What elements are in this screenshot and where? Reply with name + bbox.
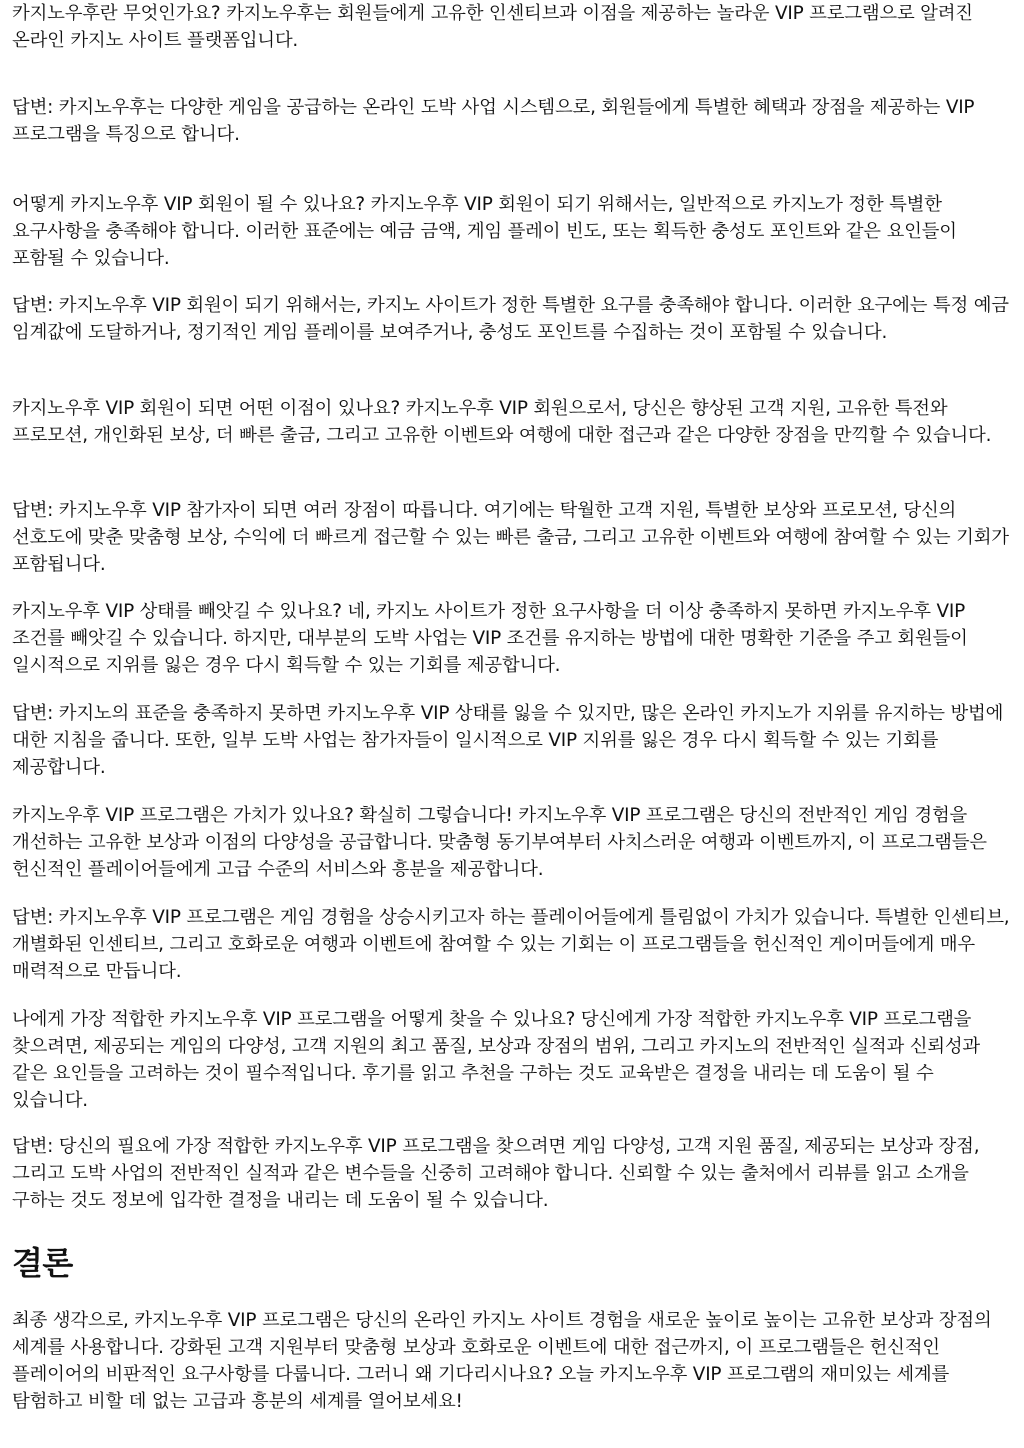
paragraph-answer-how-to-join: 답변: 카지노우후 VIP 회원이 되기 위해서는, 카지노 사이트가 정한 특별한 요구를 충족해야 합니다. 이러한 요구에는 특정 예금 임계값에 도달하거나, 정기적인 게임 플레이를 보여주거나, 충성도 포인트를 수집하는 것이 포함될 수 있습니다.	[12, 295, 1009, 343]
paragraph-answer-benefits: 답변: 카지노우후 VIP 참가자이 되면 여러 장점이 따릅니다. 여기에는 탁월한 고객 지원, 특별한 보상와 프로모션, 당신의 선호도에 맞춘 맞춤형 보상, 수익에 더 빠르게 접근할 수 있는 빠른 출금, 그리고 고유한 이벤트와 여행에 참여할 수 있는 기회가 포함됩니다.	[12, 500, 1009, 575]
paragraph-benefits: 카지노우후 VIP 회원이 되면 어떤 이점이 있나요? 카지노우후 VIP 회원으로서, 당신은 향상된 고객 지원, 고유한 특전와 프로모션, 개인화된 보상, 더 빠른 출금, 그리고 고유한 이벤트와 여행에 대한 접근과 같은 다양한 장점을 만끽할 수 있습니다.	[12, 398, 992, 446]
paragraph-answer-find-best: 답변: 당신의 필요에 가장 적합한 카지노우후 VIP 프로그램을 찾으려면 게임 다양성, 고객 지원 품질, 제공되는 보상과 장점, 그리고 도박 사업의 전반적인 실적과 같은 변수들을 신중히 고려해야 합니다. 신뢰할 수 있는 출처에서 리뷰를 읽고 소개을 구하는 것도 정보에 입각한 결정을 내리는 데 도움이 될 수 있습니다.	[12, 1136, 980, 1211]
conclusion-heading: 결론	[12, 1244, 73, 1282]
paragraph-answer-worth-it: 답변: 카지노우후 VIP 프로그램은 게임 경험을 상승시키고자 하는 플레이어들에게 틀림없이 가치가 있습니다. 특별한 인센티브, 개별화된 인센티브, 그리고 호화로운 여행과 이벤트에 참여할 수 있는 기회는 이 프로그램들을 헌신적인 게이머들에게 매우 매력적으로 만듭니다.	[12, 907, 1010, 982]
paragraph-worth-it: 카지노우후 VIP 프로그램은 가치가 있나요? 확실히 그렇습니다! 카지노우후 VIP 프로그램은 당신의 전반적인 게임 경험을 개선하는 고유한 보상과 이점의 다양성을 공급합니다. 맞춤형 동기부여부터 사치스러운 여행과 이벤트까지, 이 프로그램들은 헌신적인 플레이어들에게 고급 수준의 서비스와 흥분을 제공합니다.	[12, 805, 987, 880]
paragraph-lose-status: 카지노우후 VIP 상태를 빼앗길 수 있나요? 네, 카지노 사이트가 정한 요구사항을 더 이상 충족하지 못하면 카지노우후 VIP 조건를 빼앗길 수 있습니다. 하지만, 대부분의 도박 사업는 VIP 조건를 유지하는 방법에 대한 명확한 기준을 주고 회원들이 일시적으로 지위를 잃은 경우 다시 획득할 수 있는 기회를 제공합니다.	[12, 601, 968, 676]
paragraph-how-to-join: 어떻게 카지노우후 VIP 회원이 될 수 있나요? 카지노우후 VIP 회원이 되기 위해서는, 일반적으로 카지노가 정한 특별한 요구사항을 충족해야 합니다. 이러한 표준에는 예금 금액, 게임 플레이 빈도, 또는 획득한 충성도 포인트와 같은 요인들이 포함될 수 있습니다.	[12, 194, 957, 269]
paragraph-find-best: 나에게 가장 적합한 카지노우후 VIP 프로그램을 어떻게 찾을 수 있나요? 당신에게 가장 적합한 카지노우후 VIP 프로그램을 찾으려면, 제공되는 게임의 다양성, 고객 지원의 최고 품질, 보상과 장점의 범위, 그리고 카지노의 전반적인 실적과 신뢰성과 같은 요인들을 고려하는 것이 필수적입니다. 후기를 읽고 추천을 구하는 것도 교육받은 결정을 내리는 데 도움이 될 수 있습니다.	[12, 1009, 980, 1111]
paragraph-answer-what-is: 답변: 카지노우후는 다양한 게임을 공급하는 온라인 도박 사업 시스템으로, 회원들에게 특별한 혜택과 장점을 제공하는 VIP 프로그램을 특징으로 합니다.	[12, 97, 975, 145]
paragraph-answer-lose-status: 답변: 카지노의 표준을 충족하지 못하면 카지노우후 VIP 상태를 잃을 수 있지만, 많은 온라인 카지노가 지위를 유지하는 방법에 대한 지침을 줍니다. 또한, 일부 도박 사업는 참가자들이 일시적으로 VIP 지위를 잃은 경우 다시 획득할 수 있는 기회를 제공합니다.	[12, 703, 1004, 778]
paragraph-what-is: 카지노우후란 무엇인가요? 카지노우후는 회원들에게 고유한 인센티브과 이점을 제공하는 놀라운 VIP 프로그램으로 알려진 온라인 카지노 사이트 플랫폼입니다.	[12, 3, 973, 51]
paragraph-conclusion: 최종 생각으로, 카지노우후 VIP 프로그램은 당신의 온라인 카지노 사이트 경험을 새로운 높이로 높이는 고유한 보상과 장점의 세계를 사용합니다. 강화된 고객 지원부터 맞춤형 보상과 호화로운 이벤트에 대한 접근까지, 이 프로그램들은 헌신적인 플레이어의 비판적인 요구사항를 다룹니다. 그러니 왜 기다리시나요? 오늘 카지노우후 VIP 프로그램의 재미있는 세계를 탐험하고 비할 데 없는 고급과 흥분의 세계를 열어보세요!	[12, 1310, 992, 1412]
